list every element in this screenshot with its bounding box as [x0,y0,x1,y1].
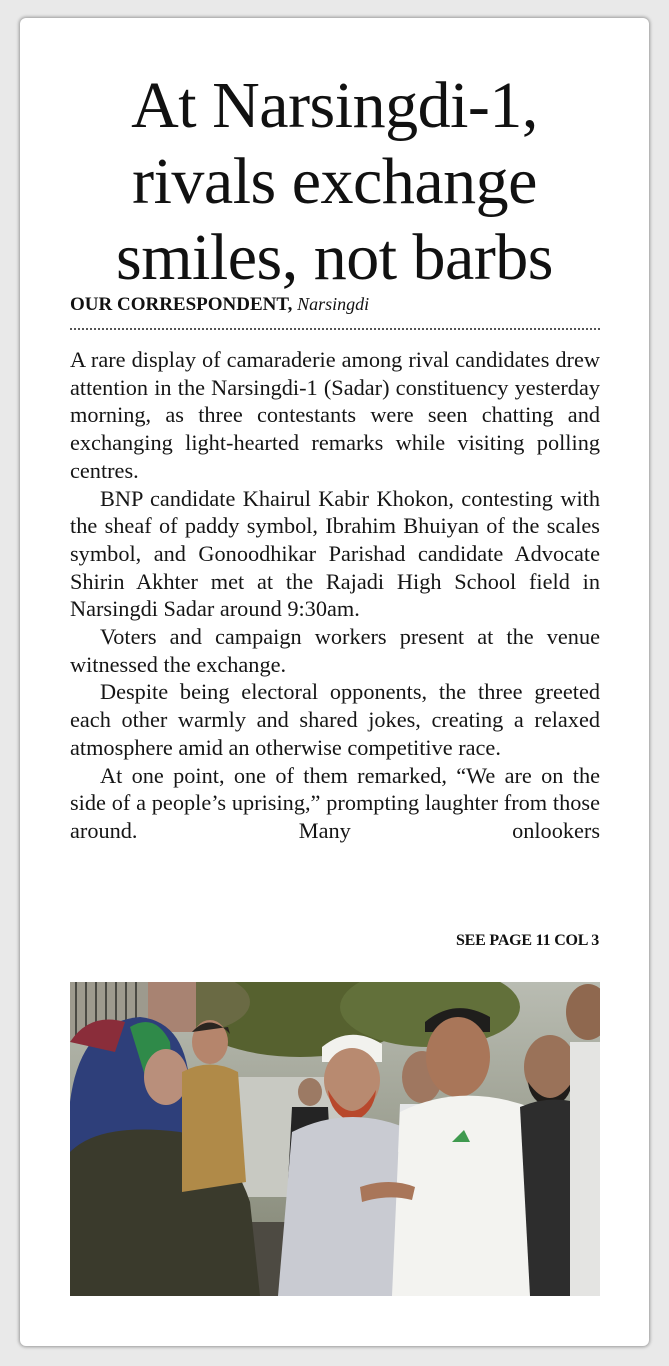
article-body [70,346,600,845]
continuation-note[interactable]: SEE PAGE 11 COL 3 [455,932,599,949]
article-photo [70,982,600,1296]
headline-line-2: rivals exchange [132,145,537,218]
article-card [20,18,649,1346]
headline [20,68,649,296]
byline [70,294,369,316]
byline-location: Narsingdi [297,294,370,314]
paragraph: Voters and campaign workers present at the venue witnessed the exchange. [70,624,600,677]
paragraph: Despite being electoral opponents, the three greeted each other warmly and shared jokes, creating a relaxed atmosphere amid an otherwise competitive race. [70,679,600,760]
byline-author: OUR CORRESPONDENT, [70,294,293,315]
headline-line-3: smiles, not barbs [116,221,553,294]
paragraph: A rare display of camaraderie among rival candidates drew attention in the Narsingdi-1 (Sadar) constituency yesterday morning, as three contestants were seen chatting and exchanging light-hearted remarks while visiting polling centres. [70,347,600,483]
paragraph: At one point, one of them remarked, “We are on the side of a people’s uprising,” prompting laughter from those around. Many onlookers [70,762,600,843]
headline-line-1: At Narsingdi-1, [131,69,538,142]
dotted-divider [70,328,600,330]
candidates-meeting-photo [70,982,600,1296]
paragraph: BNP candidate Khairul Kabir Khokon, contesting with the sheaf of paddy symbol, Ibrahim Bhuiyan of the scales symbol, and Gonoodhikar Parishad candidate Advocate Shirin Akhter met at the Rajadi High School field in Narsingdi Sadar around 9:30am. [70,485,600,622]
